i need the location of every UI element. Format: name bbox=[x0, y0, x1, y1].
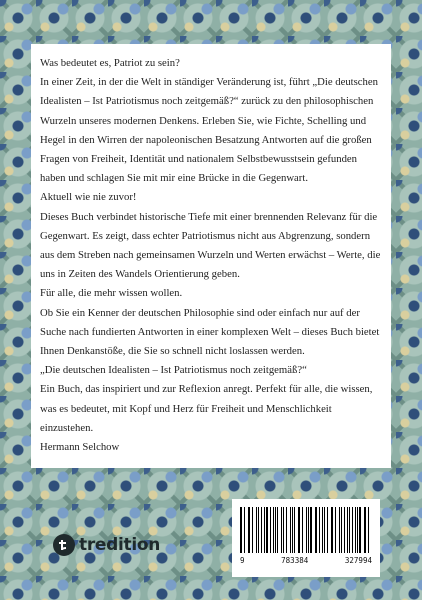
author-name: Hermann Selchow bbox=[40, 441, 120, 454]
barcode-bar bbox=[341, 507, 342, 553]
blurb-closing: Ein Buch, das inspiriert und zur Reflexion anregt. Perfekt für alle, die wissen, was es bedeutet, mit Kopf und Herz für Freiheit und Menschlichkeit einzustehen. bbox=[40, 383, 373, 434]
blurb-audience: Ob Sie ein Kenner der deutschen Philosophie sind oder einfach nur auf der Suche nach fundierten Antworten in einer komplexen Welt – dieses Buch bietet Ihnen Denkanstöße, die Sie so schnell nicht loslassen werden. bbox=[40, 306, 380, 358]
blurb-relevance: Dieses Buch verbindet historische Tiefe mit einer brennenden Relevanz für die Gegenwart. Es zeigt, dass echter Patriotismus nicht aus Abgrenzung, sondern aus dem Streben nach gemeinsamen Wurzeln und Werten erwächst – Werte, die uns in Zeiten des Wandels Orientierung geben. bbox=[40, 210, 381, 281]
blurb-question: Was bedeutet es, Patriot zu sein? bbox=[40, 57, 180, 69]
barcode-bar bbox=[252, 507, 253, 553]
tredition-logo-icon bbox=[53, 534, 75, 556]
barcode-bar bbox=[281, 507, 282, 553]
barcode-bar bbox=[322, 507, 323, 553]
blurb-heading-fuer-alle: Für alle, die mehr wissen wollen. bbox=[40, 287, 183, 300]
barcode-digit-prefix: 9 bbox=[240, 556, 245, 565]
blurb-heading-aktuell: Aktuell wie nie zuvor! bbox=[40, 191, 137, 204]
blurb-panel bbox=[31, 44, 391, 468]
barcode-bar bbox=[277, 507, 278, 553]
barcode-bar bbox=[294, 507, 295, 553]
barcode-bars bbox=[240, 507, 372, 553]
barcode-bar bbox=[256, 507, 257, 553]
blurb-intro: In einer Zeit, in der die Welt in ständiger Veränderung ist, führt „Die deutschen Idealisten – Ist Patriotismus noch zeitgemäß?“ zurück zu den philosophischen Wurzeln unseres modernen Denkens. Erleben Sie, wie Fichte, Schelling und Hegel in den Wirren der napoleonischen Besatzung Antworten auf die großen Fragen von Freiheit, Identität und nationalem Selbstbewusstsein gefunden haben und schlagen Sie mit mir eine Brücke in die Gegenwart. bbox=[40, 76, 378, 185]
barcode-bar bbox=[244, 507, 245, 553]
barcode-bar bbox=[349, 507, 350, 553]
barcode-bar bbox=[286, 507, 287, 553]
barcode-digit-group-2: 327994 bbox=[344, 556, 372, 565]
barcode-bar bbox=[368, 507, 369, 553]
barcode-number bbox=[240, 556, 372, 565]
barcode-bar bbox=[306, 507, 307, 553]
publisher-name: tredition bbox=[79, 535, 161, 555]
barcode-bar bbox=[310, 507, 311, 553]
barcode-bar bbox=[327, 507, 328, 553]
barcode-bar bbox=[359, 507, 360, 553]
barcode-bar bbox=[302, 507, 303, 553]
barcode-bar bbox=[352, 507, 353, 553]
barcode-bar bbox=[266, 507, 267, 553]
isbn-barcode bbox=[232, 499, 380, 577]
blurb-title-quote: „Die deutschen Idealisten – Ist Patriotismus noch zeitgemäß?“ bbox=[40, 364, 307, 377]
barcode-bar bbox=[335, 507, 336, 553]
publisher-logo bbox=[53, 528, 160, 562]
barcode-bar bbox=[264, 507, 265, 553]
barcode-digit-group-1: 783384 bbox=[281, 556, 309, 565]
